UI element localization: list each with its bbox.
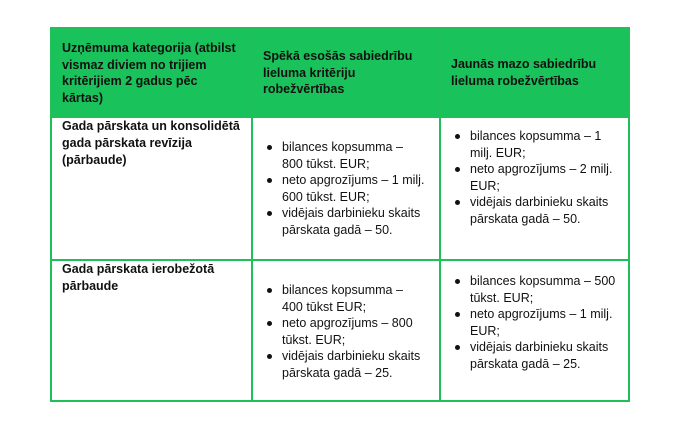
table-row <box>51 260 629 401</box>
table-header-row <box>51 28 629 117</box>
list-item: neto apgrozījums – 800 tūkst. EUR; <box>253 315 439 348</box>
category-cell: Gada pārskata un konsolidētā gada pārskata revīzija (pārbaude) <box>51 117 252 260</box>
list-item: bilances kopsumma – 400 tūkst EUR; <box>253 282 439 315</box>
list-item: vidējais darbinieku skaits pārskata gadā – 25. <box>253 348 439 381</box>
list-item: bilances kopsumma – 500 tūkst. EUR; <box>441 273 628 306</box>
bullet-icon <box>267 178 272 183</box>
table-row <box>51 117 629 260</box>
bullet-icon <box>455 167 460 172</box>
header-current-thresholds: Spēkā esošās sabiedrību lieluma kritēriju robežvērtības <box>252 28 440 117</box>
current-thresholds-cell <box>252 117 440 260</box>
list-item: neto apgrozījums – 1 milj. 600 tūkst. EUR; <box>253 172 439 205</box>
bullet-icon <box>267 288 272 293</box>
bullet-icon <box>455 134 460 139</box>
new-thresholds-cell <box>440 117 629 260</box>
bullet-icon <box>267 321 272 326</box>
bullet-icon <box>455 312 460 317</box>
current-thresholds-cell <box>252 260 440 401</box>
header-new-thresholds: Jaunās mazo sabiedrību lieluma robežvērtības <box>440 28 629 117</box>
list-item: vidējais darbinieku skaits pārskata gadā – 50. <box>253 205 439 238</box>
category-cell: Gada pārskata ierobežotā pārbaude <box>51 260 252 401</box>
bullet-icon <box>455 345 460 350</box>
list-item: bilances kopsumma – 1 milj. EUR; <box>441 128 628 161</box>
list-item: neto apgrozījums – 2 milj. EUR; <box>441 161 628 194</box>
bullet-icon <box>455 200 460 205</box>
header-category: Uzņēmuma kategorija (atbilst vismaz diviem no trijiem kritērijiem 2 gadus pēc kārtas) <box>51 28 252 117</box>
list-item: neto apgrozījums – 1 milj. EUR; <box>441 306 628 339</box>
bullet-icon <box>267 354 272 359</box>
bullet-icon <box>267 145 272 150</box>
bullet-icon <box>267 211 272 216</box>
list-item: bilances kopsumma – 800 tūkst. EUR; <box>253 139 439 172</box>
comparison-table <box>50 27 630 402</box>
list-item: vidējais darbinieku skaits pārskata gadā – 50. <box>441 194 628 227</box>
list-item: vidējais darbinieku skaits pārskata gadā – 25. <box>441 339 628 372</box>
new-thresholds-cell <box>440 260 629 401</box>
bullet-icon <box>455 279 460 284</box>
